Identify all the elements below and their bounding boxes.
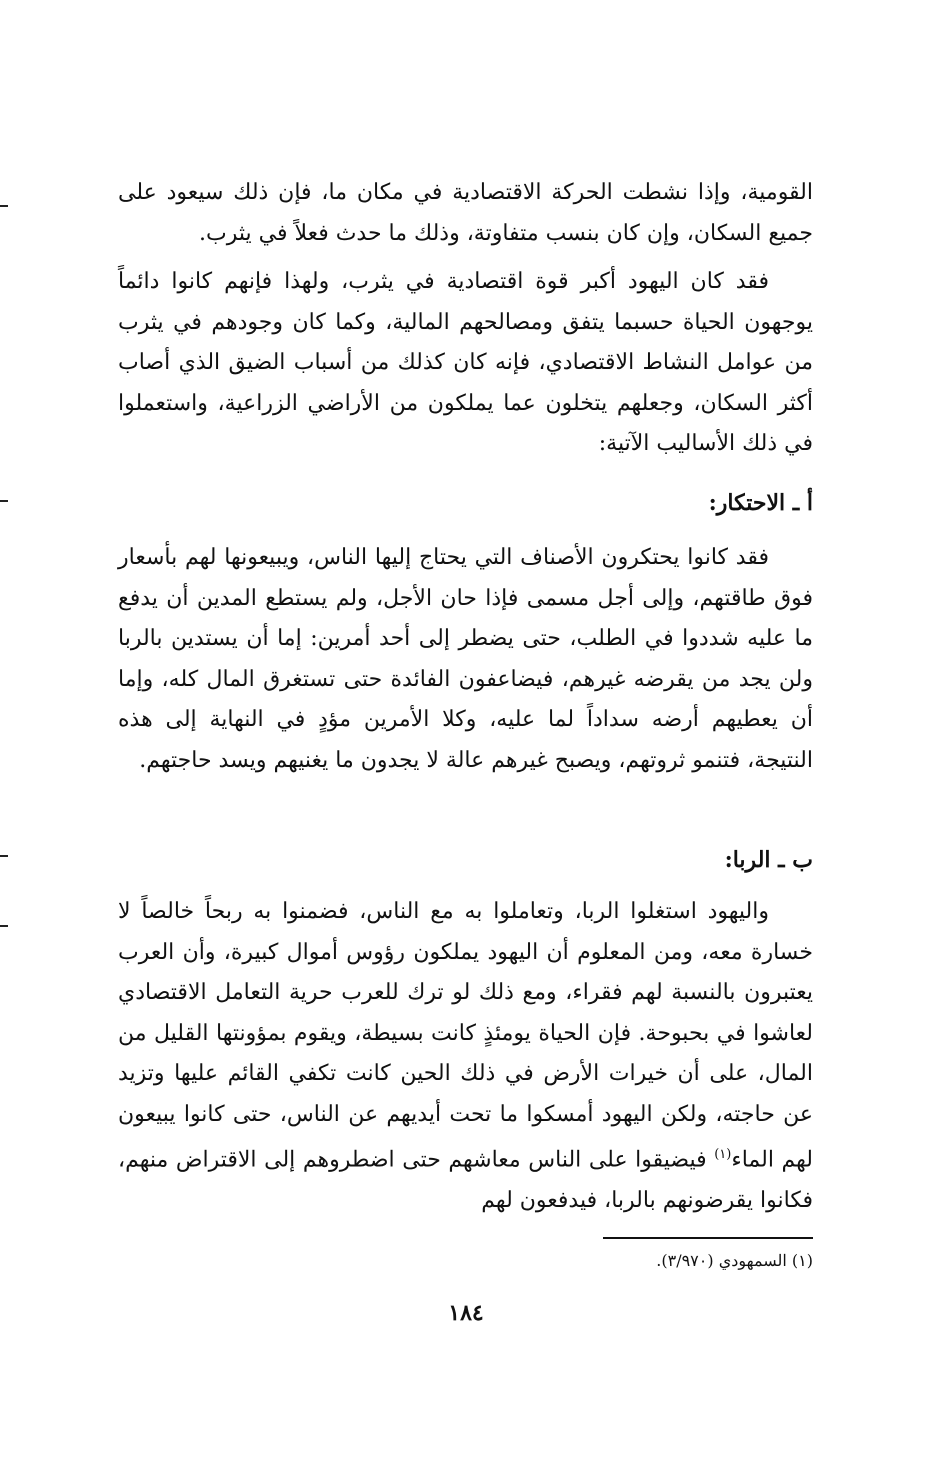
paragraph-text-part: فيضيقوا على الناس معاشهم حتى اضطروهم إلى الاقتراض منهم، فكانوا يقرضونهم بالربا، فيدفعون لهم	[118, 1147, 813, 1213]
scan-edge-mark	[0, 500, 8, 502]
paragraph-intro	[118, 173, 813, 254]
scan-edge-mark	[0, 855, 8, 857]
page-number: ١٨٤	[448, 1300, 484, 1326]
heading-text: ب ـ الربا:	[724, 847, 813, 873]
section-heading-monopoly	[118, 483, 813, 524]
footnote-divider	[603, 1237, 813, 1239]
paragraph-text: القومية، وإذا نشطت الحركة الاقتصادية في مكان ما، فإن ذلك سيعود على جميع السكان، وإن كان بنسب متفاوتة، وذلك ما حدث فعلاً في يثرب.	[118, 180, 813, 246]
paragraph-monopoly	[118, 538, 813, 781]
section-heading-usury	[118, 840, 813, 881]
paragraph-text: فقد كانوا يحتكرون الأصناف التي يحتاج إليها الناس، ويبيعونها لهم بأسعار فوق طاقتهم، وإلى أجل مسمى فإذا حان الأجل، ولم يستطع المدين أن يدفع ما عليه شددوا في الطلب، حتى يضطر إلى أحد أمرين: إما أن يستدين بالربا ولن يجد من يقرضه غيرهم، فيضاعفون الفائدة حتى تستغرق المال كله، وإما أن يعطيهم أرضه سداداً لما عليه، وكلا الأمرين مؤدٍ في النهاية إلى هذه النتيجة، فتنمو ثروتهم، ويصبح غيرهم عالة لا يجدون ما يغنيهم ويسد حاجتهم.	[118, 545, 813, 773]
scan-edge-mark	[0, 925, 8, 927]
paragraph-text-part: واليهود استغلوا الربا، وتعاملوا به مع الناس، فضمنوا به ربحاً خالصاً لا خسارة معه، ومن المعلوم أن اليهود يملكون رؤوس أموال كبيرة، وأن العرب يعتبرون بالنسبة لهم فقراء، ومع ذلك لو ترك للعرب حرية التعامل الاقتصادي لعاشوا في بحبوحة. فإن الحياة يومئذٍ كانت بسيطة، ويقوم بمؤونتها القليل من المال، على أن خيرات الأرض في ذلك الحين كانت تكفي القائم عليها وتزيد عن حاجته، ولكن اليهود أمسكوا ما تحت أيديهم عن الناس، حتى كانوا يبيعون لهم الماء	[118, 899, 814, 1173]
paragraph-economic-power	[118, 262, 813, 465]
footnote-reference: (١)	[714, 1147, 732, 1162]
paragraph-text: فقد كان اليهود أكبر قوة اقتصادية في يثرب، ولهذا فإنهم كانوا دائماً يوجهون الحياة حسبما يتفق ومصالحهم المالية، وكما كان وجودهم في يثرب من عوامل النشاط الاقتصادي، فإنه كان كذلك من أسباب الضيق الذي أصاب أكثر السكان، وجعلهم يتخلون عما يملكون من الأراضي الزراعية، واستعملوا في ذلك الأساليب الآتية:	[118, 269, 813, 456]
paragraph-usury	[118, 892, 813, 1221]
paragraph-text	[118, 892, 813, 1221]
heading-text: أ ـ الاحتكار:	[708, 490, 813, 516]
scan-edge-mark	[0, 205, 8, 207]
footnote: (١) السمهودي (٣/٩٧٠).	[656, 1251, 813, 1270]
